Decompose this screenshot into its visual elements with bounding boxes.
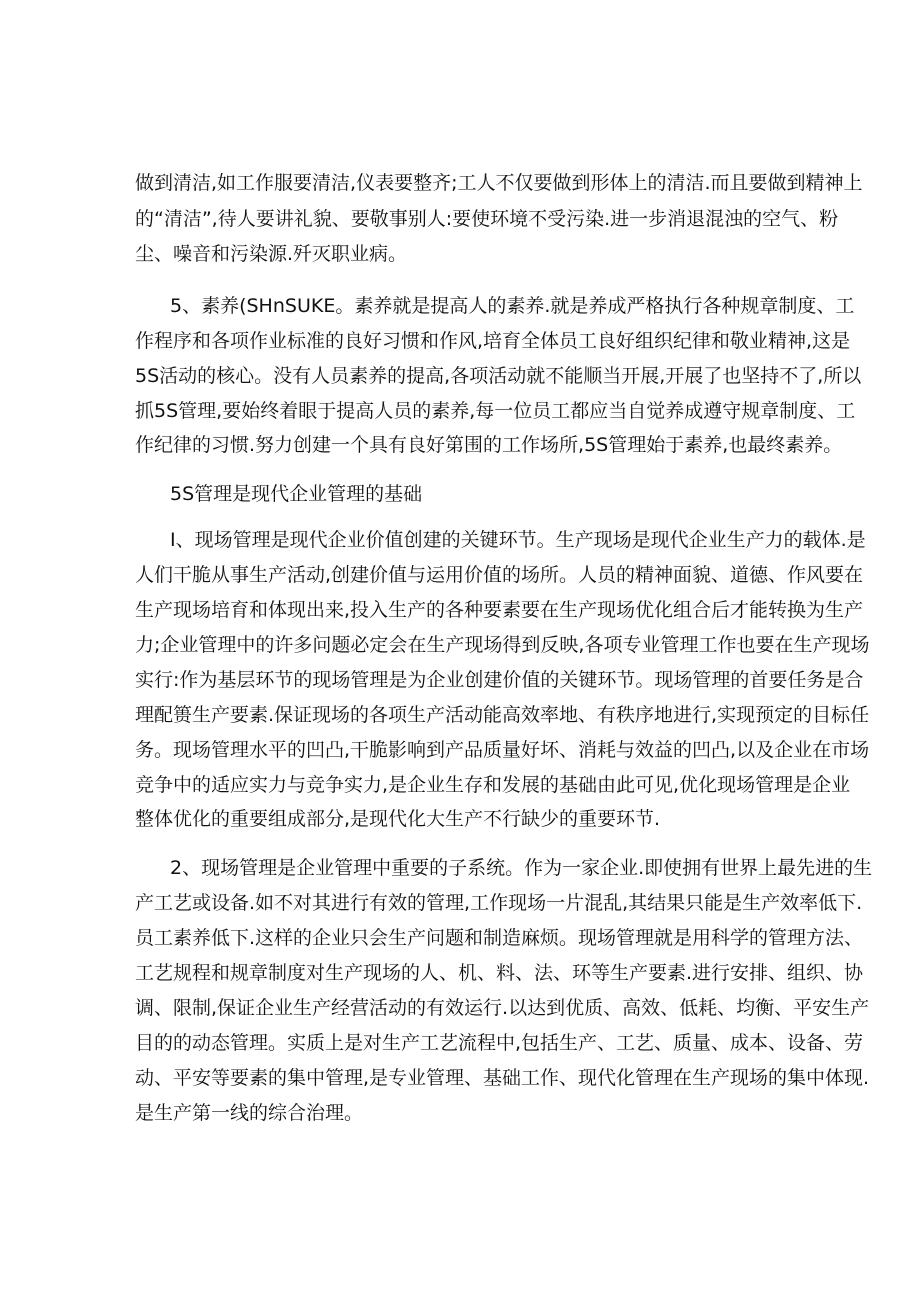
para4-line-5: 调、限制,保证企业生产经营活动的有效运行.以达到优质、高效、低耗、均衡、平安生产 [135,997,870,1019]
para2-line-2: 作程序和各项作业标准的良好习惯和作风,培育全体员工良好组织纪律和敬业精神,这是 [135,330,851,352]
para4-line-4: 工艺规程和规章制度对生产现场的人、机、料、法、环等生产要素.进行安排、组织、协 [135,962,864,984]
para3-line-8: 竞争中的适应实力与竞争实力,是企业生存和发展的基础由此可见,优化现场管理是企业 [135,774,851,796]
para3-line-9: 整体优化的重要组成部分,是现代化大生产不行缺少的重要环节. [135,808,661,830]
para4-line-2: 产工艺或设备.如不对其进行有效的管理,工作现场一片混乱,其结果只能是生产效率低下. [135,892,863,914]
para3-line-3: 生产现场培育和体现出来,投入生产的各种要素要在生产现场优化组合后才能转换为生产 [135,599,864,621]
para2-line-1: 5、素养(SHnSUKE。素养就是提高人的素养.就是养成严格执行各种规章制度、工 [170,295,855,317]
section-heading: 5S管理是现代企业管理的基础 [170,483,423,505]
para3-line-1: I、现场管理是现代企业价值创建的关键环节。生产现场是现代企业生产力的载体.是 [170,529,866,551]
para4-line-7: 动、平安等要素的集中管理,是专业管理、基础工作、现代化管理在生产现场的集中体现. [135,1067,870,1089]
para1-line-3: 尘、噪音和污染源.歼灭职业病。 [135,243,408,265]
para2-line-5: 作纪律的习惯.努力创建一个具有良好第围的工作场所,5S管理始于素养,也最终素养。 [135,434,843,456]
para1-line-1: 做到清洁,如工作服要清洁,仪表要整齐;工人不仅要做到形体上的清洁.而且要做到精神上 [135,172,863,194]
para4-line-3: 员工素养低下.这样的企业只会生产问题和制造麻烦。现场管理就是用科学的管理方法、 [135,927,864,949]
para3-line-6: 理配篑生产要素.保证现场的各项生产活动能高效率地、有秩序地进行,实现预定的目标任 [135,704,870,726]
para4-line-1: 2、现场管理是企业管理中重要的子系统。作为一家企业.即使拥有世界上最先进的生 [170,857,873,879]
para4-line-6: 目的的动态管理。实质上是对生产工艺流程中,包括生产、工艺、质量、成本、设备、劳 [135,1032,864,1054]
para3-line-4: 力;企业管理中的许多问题必定会在生产现场得到反映,各项专业管理工作也要在生产现场 [135,634,870,656]
para3-line-7: 务。现场管理水平的凹凸,干脆影响到产品质量好坏、消耗与效益的凹凸,以及企业在市场 [135,739,870,761]
para1-line-2: 的“清洁”,待人要讲礼貌、要敬事别人:要使环境不受污染.进一步消退混浊的空气、粉 [135,208,839,230]
para2-line-4: 抓5S管理,要始终着眼于提高人员的素养,每一位员工都应当自觉养成遵守规章制度、工 [135,400,856,422]
para3-line-5: 实行:作为基层环节的现场管理是为企业创建价值的关键环节。现场管理的首要任务是合 [135,669,864,691]
para3-line-2: 人们干脆从事生产活动,创建价值与运用价值的场所。人员的精神面貌、道德、作风要在 [135,564,864,586]
para2-line-3: 5S活动的核心。没有人员素养的提高,各项活动就不能顺当开展,开展了也坚持不了,所以 [135,365,862,387]
para4-line-8: 是生产第一线的综合治理。 [135,1102,364,1124]
